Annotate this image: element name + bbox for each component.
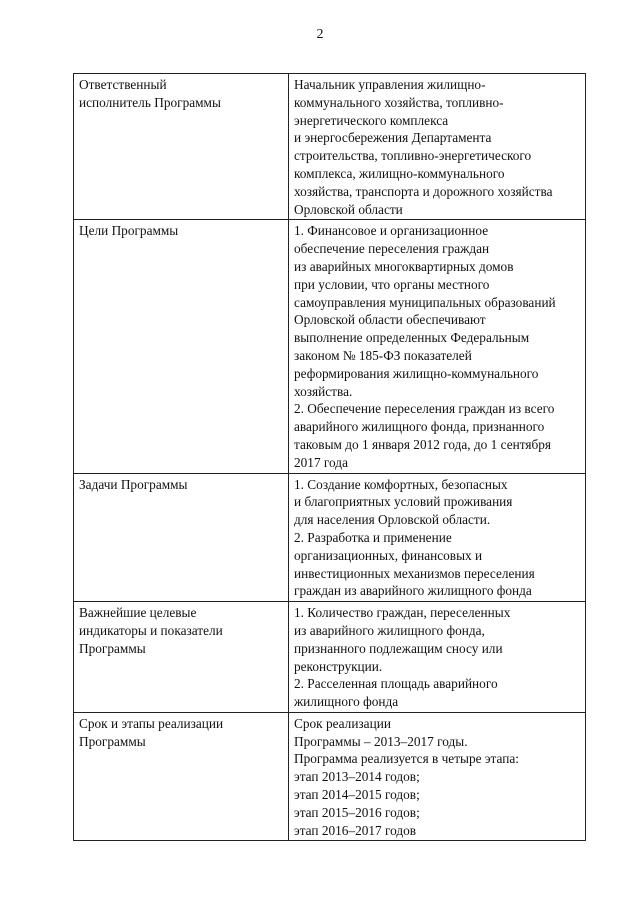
row-value-line: таковым до 1 января 2012 года, до 1 сентября bbox=[294, 436, 551, 452]
row-label-cell bbox=[74, 602, 289, 713]
row-value-line: 2. Разработка и применение bbox=[294, 529, 452, 545]
row-value-line: обеспечение переселения граждан bbox=[294, 241, 490, 257]
row-label-line: Программы bbox=[79, 733, 146, 749]
row-value-cell bbox=[289, 74, 586, 220]
row-label-cell bbox=[74, 220, 289, 473]
row-value-line: организационных, финансовых и bbox=[294, 547, 483, 563]
row-value-line: Программы – 2013–2017 годы. bbox=[294, 733, 468, 749]
row-value-line: инвестиционных механизмов переселения bbox=[294, 565, 535, 581]
row-value-line: Начальник управления жилищно- bbox=[294, 77, 486, 92]
table-row bbox=[74, 712, 586, 841]
row-value-line: и благоприятных условий проживания bbox=[294, 494, 513, 510]
program-passport-table bbox=[73, 73, 586, 841]
row-value-line: 1. Финансовое и организационное bbox=[294, 223, 489, 239]
row-value-line: этап 2013–2014 годов; bbox=[294, 769, 420, 785]
row-value-line: 2. Расселенная площадь аварийного bbox=[294, 676, 498, 692]
row-value-line: Программа реализуется в четыре этапа: bbox=[294, 751, 519, 767]
row-label-cell bbox=[74, 473, 289, 602]
row-value-line: Орловской области обеспечивают bbox=[294, 312, 486, 328]
table-row bbox=[74, 74, 586, 220]
row-value-line: этап 2016–2017 годов bbox=[294, 822, 417, 838]
row-value-line: из аварийного жилищного фонда, bbox=[294, 622, 485, 638]
row-value-line: 2. Обеспечение переселения граждан из всего bbox=[294, 401, 555, 417]
row-label-line: исполнитель Программы bbox=[79, 94, 221, 110]
row-value-line: 1. Количество граждан, переселенных bbox=[294, 605, 511, 621]
table-row bbox=[74, 473, 586, 602]
row-label-line: Цели Программы bbox=[79, 223, 179, 239]
row-value-line: комплекса, жилищно-коммунального bbox=[294, 165, 505, 181]
row-value-line: аварийного жилищного фонда, признанного bbox=[294, 419, 545, 435]
row-value-line: для населения Орловской области. bbox=[294, 512, 491, 528]
row-value-line: Срок реализации bbox=[294, 715, 391, 731]
row-value-cell bbox=[289, 473, 586, 602]
row-label-cell bbox=[74, 74, 289, 220]
row-label-line: Программы bbox=[79, 640, 146, 656]
row-value-line: и энергосбережения Департамента bbox=[294, 130, 492, 146]
row-value-line: реформирования жилищно-коммунального bbox=[294, 365, 539, 381]
table-row bbox=[74, 220, 586, 473]
row-value-line: самоуправления муниципальных образований bbox=[294, 294, 556, 310]
row-value-cell bbox=[289, 602, 586, 713]
row-value-line: жилищного фонда bbox=[294, 694, 399, 710]
row-value-line: 1. Создание комфортных, безопасных bbox=[294, 476, 508, 492]
row-value-line: признанного подлежащим сносу или bbox=[294, 640, 503, 656]
row-value-line: Орловской области bbox=[294, 201, 403, 217]
row-value-line: граждан из аварийного жилищного фонда bbox=[294, 583, 532, 599]
row-value-line: выполнение определенных Федеральным bbox=[294, 330, 530, 346]
row-value-line: при условии, что органы местного bbox=[294, 276, 490, 292]
page-number: 2 bbox=[316, 27, 324, 42]
row-value-line: этап 2014–2015 годов; bbox=[294, 787, 420, 803]
row-label-line: Ответственный bbox=[79, 77, 167, 92]
row-label-line: индикаторы и показатели bbox=[79, 622, 223, 638]
row-value-cell bbox=[289, 220, 586, 473]
table-row bbox=[74, 602, 586, 713]
row-value-line: из аварийных многоквартирных домов bbox=[294, 258, 514, 274]
row-value-line: коммунального хозяйства, топливно- bbox=[294, 94, 504, 110]
row-value-line: хозяйства. bbox=[294, 383, 353, 399]
row-value-line: этап 2015–2016 годов; bbox=[294, 804, 420, 820]
row-label-line: Задачи Программы bbox=[79, 476, 188, 492]
row-label-line: Важнейшие целевые bbox=[79, 605, 197, 621]
row-label-cell bbox=[74, 712, 289, 841]
row-value-cell bbox=[289, 712, 586, 841]
row-value-line: реконструкции. bbox=[294, 658, 383, 674]
row-label-line: Срок и этапы реализации bbox=[79, 715, 224, 731]
row-value-line: законом № 185-ФЗ показателей bbox=[294, 347, 472, 363]
row-value-line: строительства, топливно-энергетического bbox=[294, 148, 532, 164]
row-value-line: хозяйства, транспорта и дорожного хозяйства bbox=[294, 183, 553, 199]
row-value-line: энергетического комплекса bbox=[294, 112, 449, 128]
row-value-line: 2017 года bbox=[294, 454, 348, 470]
